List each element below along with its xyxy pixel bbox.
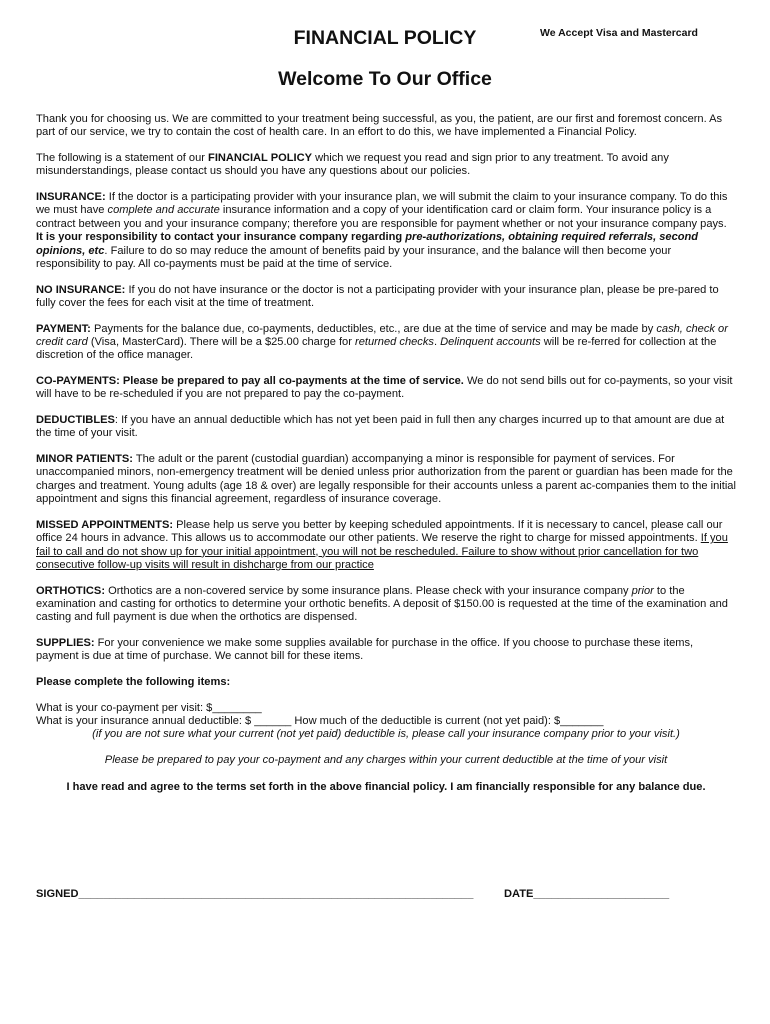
- form-heading: Please complete the following items:: [36, 676, 231, 689]
- statement-paragraph: [36, 152, 736, 179]
- agreement-statement: I have read and agree to the terms set forth in the above financial policy. I am financially responsible for any balance due.: [66, 781, 706, 794]
- missed-appointments-text-1: Please help us serve you better by keeping scheduled appointments. If it is necessary to cancel, please call our office 24 hours in advance. This allows us to accommodate our other patients. We reserve the right to charge for missed appointments.: [36, 518, 723, 545]
- payment-text-3: (Visa, MasterCard). There will be a $25.00 charge for: [87, 336, 355, 349]
- insurance-label: INSURANCE:: [36, 191, 106, 203]
- deductibles-section: [36, 414, 736, 441]
- payment-section: [36, 323, 736, 363]
- signature-row: [36, 888, 736, 900]
- orthotics-text-3: to the examination and casting for orthotics to determine your orthotic benefits. A deposit of $150.00 is requested at the time of the examination and casting and full payment is due when the orthotics are dispensed.: [36, 584, 728, 624]
- deductibles-text: : If you have an annual deductible which has not yet been paid in full then any charges incurred up to that amount are due at the time of your visit.: [36, 414, 725, 440]
- copayments-text-2: We do not send bills out for co-payments, so your visit will have to be re-scheduled if you are not prepared to pay the co-payment.: [36, 375, 733, 401]
- payment-text-1: Payments for the balance due, co-payments, deductibles, etc., are due at the time of service and may be made by: [90, 322, 657, 335]
- copayments-label: CO-PAYMENTS:: [36, 375, 120, 388]
- supplies-text: For your convenience we make some supplies available for purchase in the office. If you choose to purchase these items, payment is due at time of purchase. We cannot bill for these items.: [36, 637, 694, 663]
- statement-text-a: The following is a statement of our: [36, 152, 209, 164]
- intro-text: Thank you for choosing us. We are committed to your treatment being successful, as you, the patient, are our first and foremost concern. As part of our service, we try to contain the cost of health care. In an effort to do this, we have implemented a Financial Policy.: [36, 113, 723, 139]
- copayment-question[interactable]: What is your co-payment per visit: $________: [36, 701, 262, 714]
- insurance-text-5: pre-authorizations, obtaining required referrals, second opinions, etc: [36, 231, 699, 257]
- insurance-section: [36, 191, 736, 271]
- deductible-note: (if you are not sure what your current (not yet paid) deductible is, please call your insurance company prior to your visit.): [92, 728, 680, 741]
- signature-field[interactable]: SIGNED________________________________________________________________: [36, 888, 474, 900]
- prepared-note: Please be prepared to pay your co-payment and any charges within your current deductible at the time of your visit: [104, 753, 668, 766]
- no-insurance-section: [36, 284, 736, 311]
- payment-text-4: returned checks: [355, 336, 434, 349]
- payment-text-2: cash, check or credit card: [36, 322, 728, 349]
- orthotics-label: ORTHOTICS:: [36, 584, 106, 597]
- accepted-cards-note: We Accept Visa and Mastercard: [540, 27, 698, 39]
- welcome-heading: Welcome To Our Office: [278, 68, 492, 90]
- minor-patients-label: MINOR PATIENTS:: [36, 453, 133, 466]
- supplies-label: SUPPLIES:: [36, 637, 95, 650]
- missed-appointments-text-2: If you fail to call and do not show up for your initial appointment, you will not be rescheduled. Failure to show without prior cancellation for two consecutive follow-up visits will result in dishcharge from our practice: [36, 532, 728, 572]
- orthotics-section: [36, 585, 736, 625]
- minor-patients-text: The adult or the parent (custodial guardian) accompanying a minor is responsible for payment of services. For unaccompanied minors, non-emergency treatment will be denied unless prior authorization from the parent or guardian has been made for the charges and treatment. Young adults (age 18 & over) are legally responsible for their accounts unless a parent ac-companies them to the initial appointment and signs this financial agreement, regardless of insurance coverage.: [36, 453, 736, 506]
- payment-text-6: Delinquent accounts: [440, 336, 541, 349]
- deductible-question[interactable]: What is your insurance annual deductible: $ ______ How much of the deductible is current (not yet paid): $_______: [36, 715, 604, 728]
- no-insurance-label: NO INSURANCE:: [36, 283, 126, 296]
- document-title: FINANCIAL POLICY: [293, 27, 477, 49]
- deductibles-label: DEDUCTIBLES: [36, 414, 115, 427]
- statement-policy-term: FINANCIAL POLICY: [208, 152, 313, 164]
- orthotics-text-2: prior: [631, 584, 654, 597]
- insurance-text-3: insurance information and a copy of your identification card or claim form. Your insurance policy is a contract between you and your insurance company; therefore you are responsible for payment whether or not your insurance company pays.: [36, 204, 727, 230]
- no-insurance-text: If you do not have insurance or the doctor is not a participating provider with your insurance plan, please be pre-pared to fully cover the fees for each visit at the time of treatment.: [36, 283, 719, 310]
- missed-appointments-section: [36, 519, 736, 573]
- insurance-text-4: It is your responsibility to contact your insurance company regarding: [36, 231, 406, 244]
- statement-text-c: which we request you read and sign prior to any treatment. To avoid any misunderstandings, please contact us should you have any questions about our policies.: [36, 152, 669, 178]
- insurance-text-6: . Failure to do so may reduce the amount of benefits paid by your insurance, and the balance will then become your responsibility to pay. All co-payments must be paid at the time of service.: [36, 244, 672, 271]
- insurance-text-2: complete and accurate: [107, 204, 220, 217]
- orthotics-text-1: Orthotics are a non-covered service by some insurance plans. Please check with your insurance company: [105, 584, 632, 597]
- policy-body: [36, 113, 736, 807]
- copayments-text-1: Please be prepared to pay all co-payments at the time of service.: [119, 375, 464, 388]
- copayments-section: [36, 375, 736, 402]
- payment-text-5: .: [433, 336, 441, 349]
- supplies-section: [36, 637, 736, 664]
- payment-text-7: will be re-ferred for collection at the discretion of the office manager.: [36, 336, 717, 362]
- missed-appointments-label: MISSED APPOINTMENTS:: [36, 518, 174, 531]
- date-field[interactable]: DATE______________________: [504, 888, 670, 900]
- payment-label: PAYMENT:: [36, 322, 91, 335]
- intro-paragraph: [36, 113, 736, 140]
- minor-patients-section: [36, 453, 736, 507]
- insurance-text-1: If the doctor is a participating provider with your insurance plan, we will submit the claim to your insurance company. To do this we must have: [36, 191, 728, 217]
